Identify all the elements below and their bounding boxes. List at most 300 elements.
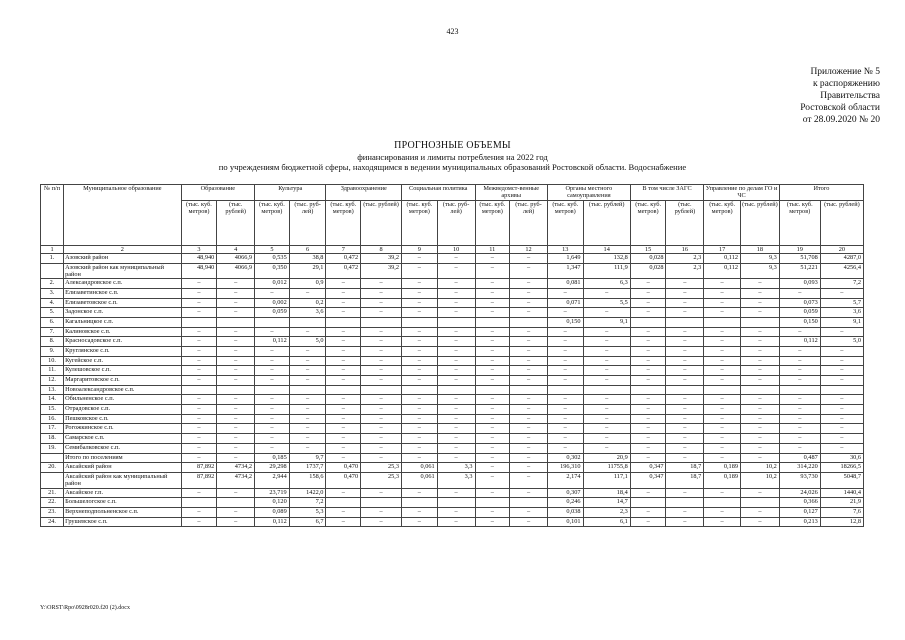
table-row (41, 472, 864, 488)
table-cell: – (437, 453, 475, 463)
table-cell: 0,112 (255, 337, 290, 347)
table-cell: – (475, 424, 510, 434)
table-cell: – (475, 327, 510, 337)
table-cell: – (402, 405, 438, 415)
table-cell: – (583, 405, 630, 415)
table-cell: – (402, 366, 438, 376)
table-cell: – (510, 298, 548, 308)
table-cell: – (437, 346, 475, 356)
table-cell: – (547, 346, 583, 356)
title-main: ПРОГНОЗНЫЕ ОБЪЕМЫ (394, 140, 511, 151)
column-number: 18 (741, 245, 780, 253)
table-cell: 3,3 (437, 472, 475, 488)
table-cell: – (255, 443, 290, 453)
table-cell: – (475, 443, 510, 453)
table-cell: – (510, 279, 548, 289)
header-unit: (тыс. руб-лей) (289, 200, 326, 245)
table-cell: – (289, 434, 326, 444)
table-cell: 9,1 (820, 317, 863, 327)
table-cell: – (630, 405, 666, 415)
table-cell: – (326, 337, 361, 347)
table-cell: – (630, 356, 666, 366)
row-number: 15. (41, 405, 64, 415)
municipality-name: Аксайское г.п. (64, 488, 182, 498)
column-number: 19 (779, 245, 820, 253)
table-row (41, 517, 864, 527)
table-cell: – (402, 346, 438, 356)
table-cell: – (666, 356, 704, 366)
table-cell (255, 385, 290, 395)
table-cell (181, 498, 217, 508)
table-cell: – (820, 414, 863, 424)
table-cell: – (741, 308, 780, 318)
table-cell (583, 385, 630, 395)
table-cell: 7,6 (820, 507, 863, 517)
table-cell (704, 385, 741, 395)
table-cell: 1422,0 (289, 488, 326, 498)
table-cell: – (217, 366, 255, 376)
table-cell: 2,944 (255, 472, 290, 488)
table-cell: – (630, 346, 666, 356)
table-cell: 39,2 (361, 253, 402, 263)
table-cell (181, 385, 217, 395)
table-cell: – (437, 366, 475, 376)
table-cell: – (437, 488, 475, 498)
table-cell: 0,189 (704, 463, 741, 473)
table-cell: 0,127 (779, 507, 820, 517)
table-cell: 0,9 (289, 279, 326, 289)
table-cell (666, 385, 704, 395)
table-cell: – (217, 443, 255, 453)
table-row (41, 453, 864, 463)
table-cell: – (666, 366, 704, 376)
title-line-2: финансирования и лимиты потребления на 2022 год (357, 151, 548, 162)
table-cell: – (181, 395, 217, 405)
table-cell: 9,1 (583, 317, 630, 327)
table-cell: – (820, 424, 863, 434)
table-cell: – (437, 337, 475, 347)
table-cell: 9,7 (289, 453, 326, 463)
table-cell: – (630, 308, 666, 318)
column-number: 10 (437, 245, 475, 253)
row-number: 9. (41, 346, 64, 356)
table-cell: – (437, 298, 475, 308)
table-cell: – (510, 507, 548, 517)
table-cell (666, 498, 704, 508)
table-cell: – (361, 279, 402, 289)
table-cell: – (510, 395, 548, 405)
table-cell: – (666, 424, 704, 434)
table-cell: 0,307 (547, 488, 583, 498)
table-cell: – (741, 356, 780, 366)
table-cell (437, 498, 475, 508)
table-cell: – (181, 443, 217, 453)
table-cell: – (475, 253, 510, 263)
table-cell: – (704, 488, 741, 498)
table-cell: – (326, 288, 361, 298)
table-cell: 5,0 (820, 337, 863, 347)
table-cell: – (475, 288, 510, 298)
municipality-name: Маргаритовское с.п. (64, 376, 182, 386)
table-cell: – (741, 279, 780, 289)
table-cell: 196,310 (547, 463, 583, 473)
table-cell: – (437, 253, 475, 263)
table-cell: – (547, 337, 583, 347)
table-cell: – (510, 356, 548, 366)
table-cell: – (437, 414, 475, 424)
header-unit: (тыс. рублей) (741, 200, 780, 245)
table-cell: – (402, 298, 438, 308)
table-cell: – (820, 443, 863, 453)
table-cell: – (547, 424, 583, 434)
table-cell (402, 385, 438, 395)
table-cell: – (741, 414, 780, 424)
table-cell: – (217, 434, 255, 444)
table-cell: – (402, 395, 438, 405)
table-cell: – (630, 507, 666, 517)
table-cell: 2,3 (583, 507, 630, 517)
table-cell: – (547, 414, 583, 424)
table-cell: – (741, 395, 780, 405)
table-cell: 30,6 (820, 453, 863, 463)
table-cell (217, 385, 255, 395)
table-cell: – (255, 395, 290, 405)
table-cell: – (255, 346, 290, 356)
table-cell: – (437, 376, 475, 386)
appendix-line: Правительства (820, 91, 880, 101)
table-cell (741, 498, 780, 508)
table-cell: – (181, 453, 217, 463)
table-cell: – (475, 376, 510, 386)
table-cell: – (510, 405, 548, 415)
table-cell: – (437, 279, 475, 289)
table-cell: – (255, 376, 290, 386)
table-cell: – (217, 308, 255, 318)
table-cell: – (820, 327, 863, 337)
table-cell: – (510, 488, 548, 498)
table-cell: 93,730 (779, 472, 820, 488)
table-cell: – (630, 366, 666, 376)
table-cell: 0,487 (779, 453, 820, 463)
header-group: Культура (255, 185, 326, 201)
table-cell: – (402, 414, 438, 424)
table-cell: – (820, 434, 863, 444)
table-cell (402, 317, 438, 327)
header-group: Итого (779, 185, 863, 201)
table-cell: – (820, 376, 863, 386)
table-cell: – (181, 507, 217, 517)
table-cell: – (547, 395, 583, 405)
table-cell: 9,3 (741, 253, 780, 263)
column-number: 8 (361, 245, 402, 253)
document-title (0, 141, 905, 173)
header-unit: (тыс. куб. метров) (326, 200, 361, 245)
municipality-name: Обильненское с.п. (64, 395, 182, 405)
header-unit: (тыс. рублей) (361, 200, 402, 245)
table-cell: – (217, 288, 255, 298)
table-cell: – (217, 298, 255, 308)
table-cell: 0,012 (255, 279, 290, 289)
table-row (41, 288, 864, 298)
table-cell (181, 317, 217, 327)
table-cell: – (475, 434, 510, 444)
table-cell: – (361, 337, 402, 347)
table-cell: 20,9 (583, 453, 630, 463)
table-row (41, 405, 864, 415)
row-number: 6. (41, 317, 64, 327)
header-group: Межведомст-венные архивы (475, 185, 547, 201)
header-group: Здравоохранение (326, 185, 402, 201)
table-cell: – (510, 463, 548, 473)
table-cell: – (741, 366, 780, 376)
table-cell: 0,350 (255, 263, 290, 279)
row-number: 11. (41, 366, 64, 376)
column-number: 16 (666, 245, 704, 253)
table-cell: – (181, 337, 217, 347)
table-cell: – (779, 346, 820, 356)
header-unit: (тыс. куб. метров) (255, 200, 290, 245)
column-number: 12 (510, 245, 548, 253)
table-cell: – (820, 405, 863, 415)
column-number: 11 (475, 245, 510, 253)
municipality-name: Аксайский район как муниципальный район (64, 472, 182, 488)
table-row (41, 317, 864, 327)
table-cell: – (704, 356, 741, 366)
table-row (41, 356, 864, 366)
table-cell: 158,6 (289, 472, 326, 488)
table-cell: – (326, 517, 361, 527)
table-cell: – (402, 337, 438, 347)
header-group: Социальная политика (402, 185, 475, 201)
table-cell: – (510, 472, 548, 488)
table-cell: 4066,9 (217, 263, 255, 279)
table-cell: – (437, 443, 475, 453)
table-cell: – (704, 517, 741, 527)
table-cell: 117,1 (583, 472, 630, 488)
table-cell: – (181, 308, 217, 318)
table-cell: – (181, 424, 217, 434)
table-cell: – (361, 308, 402, 318)
table-cell: – (666, 517, 704, 527)
table-cell: – (704, 443, 741, 453)
table-cell: – (704, 424, 741, 434)
row-number (41, 453, 64, 463)
appendix-block (680, 66, 880, 126)
table-cell: – (630, 395, 666, 405)
municipality-name: Елизаветовское с.п. (64, 298, 182, 308)
table-cell (704, 498, 741, 508)
municipality-name: Азовский район (64, 253, 182, 263)
municipality-name: Отрадовское с.п. (64, 405, 182, 415)
table-cell: – (583, 356, 630, 366)
table-cell: – (704, 327, 741, 337)
table-cell: – (402, 507, 438, 517)
table-cell: – (255, 356, 290, 366)
table-row (41, 498, 864, 508)
header-unit: (тыс. куб. метров) (779, 200, 820, 245)
table-cell: – (741, 376, 780, 386)
table-cell: 0,150 (779, 317, 820, 327)
municipality-name: Грушевское с.п. (64, 517, 182, 527)
table-cell: – (583, 424, 630, 434)
table-cell: – (666, 376, 704, 386)
municipality-name: Азовский район как муниципальный район (64, 263, 182, 279)
header-unit: (тыс. куб. метров) (704, 200, 741, 245)
table-cell: – (704, 308, 741, 318)
table-cell: – (510, 376, 548, 386)
table-cell: – (475, 405, 510, 415)
column-number-row (41, 245, 864, 253)
table-cell: 4734,2 (217, 472, 255, 488)
table-cell: – (630, 337, 666, 347)
table-cell: 0,472 (326, 263, 361, 279)
table-cell: 29,1 (289, 263, 326, 279)
table-cell: – (361, 517, 402, 527)
table-cell: – (630, 327, 666, 337)
table-cell: 314,220 (779, 463, 820, 473)
table-cell: – (361, 488, 402, 498)
table-cell (510, 498, 548, 508)
table-row (41, 463, 864, 473)
table-row (41, 395, 864, 405)
table-cell: 0,246 (547, 498, 583, 508)
table-cell: 5,5 (583, 298, 630, 308)
table-cell: – (547, 308, 583, 318)
table-cell: 5,0 (289, 337, 326, 347)
table-cell: – (630, 414, 666, 424)
table-cell: – (437, 507, 475, 517)
municipality-name: Задонское с.п. (64, 308, 182, 318)
table-cell: – (437, 395, 475, 405)
table-cell: – (704, 298, 741, 308)
table-cell (361, 317, 402, 327)
table-cell: – (666, 414, 704, 424)
table-row (41, 424, 864, 434)
table-cell: – (326, 507, 361, 517)
table-cell: – (289, 366, 326, 376)
table-cell: – (583, 327, 630, 337)
table-cell: 0,347 (630, 472, 666, 488)
appendix-line: к распоряжению (812, 79, 880, 89)
municipality-name: Аксайский район (64, 463, 182, 473)
table-cell: – (666, 346, 704, 356)
table-row (41, 279, 864, 289)
column-number: 3 (181, 245, 217, 253)
table-cell: – (326, 414, 361, 424)
table-cell: 0,120 (255, 498, 290, 508)
table-cell: 39,2 (361, 263, 402, 279)
table-cell: – (181, 414, 217, 424)
table-cell: – (255, 288, 290, 298)
table-cell: – (510, 453, 548, 463)
row-number: 20. (41, 463, 64, 473)
table-cell: 0,470 (326, 472, 361, 488)
table-cell: – (704, 507, 741, 517)
table-cell: – (217, 414, 255, 424)
table-cell: – (402, 517, 438, 527)
table-cell: – (583, 288, 630, 298)
table-cell: – (181, 279, 217, 289)
table-cell (741, 317, 780, 327)
appendix-line: от 28.09.2020 № 20 (802, 115, 880, 125)
table-cell: – (217, 337, 255, 347)
table-cell: – (779, 376, 820, 386)
table-cell: – (666, 443, 704, 453)
table-cell: 0,302 (547, 453, 583, 463)
table-cell: – (510, 424, 548, 434)
row-number: 18. (41, 434, 64, 444)
row-number (41, 472, 64, 488)
table-cell: – (704, 395, 741, 405)
table-cell: – (547, 443, 583, 453)
table-cell: – (820, 288, 863, 298)
table-cell: – (510, 308, 548, 318)
table-cell: – (402, 443, 438, 453)
table-cell: 87,892 (181, 463, 217, 473)
row-number: 19. (41, 443, 64, 453)
table-cell: – (402, 263, 438, 279)
table-cell (255, 317, 290, 327)
header-unit: (тыс. куб. метров) (181, 200, 217, 245)
table-cell: – (217, 327, 255, 337)
table-cell: – (741, 434, 780, 444)
header-unit: (тыс. рублей) (820, 200, 863, 245)
table-cell: – (630, 288, 666, 298)
table-cell: – (820, 395, 863, 405)
table-cell: 0,028 (630, 263, 666, 279)
table-cell: – (217, 346, 255, 356)
table-cell: – (510, 288, 548, 298)
table-cell: – (475, 356, 510, 366)
table-cell: – (583, 308, 630, 318)
table-cell: – (181, 327, 217, 337)
table-row (41, 308, 864, 318)
table-cell (475, 498, 510, 508)
table-cell: – (704, 279, 741, 289)
table-cell: – (630, 453, 666, 463)
table-cell: 18,4 (583, 488, 630, 498)
table-cell: – (704, 288, 741, 298)
table-cell: – (326, 443, 361, 453)
header-municipality: Муниципальное образование (64, 185, 182, 246)
table-cell: – (217, 488, 255, 498)
table-cell: – (217, 356, 255, 366)
table-cell: 0,185 (255, 453, 290, 463)
table-cell: – (255, 327, 290, 337)
table-cell: – (475, 507, 510, 517)
row-number: 23. (41, 507, 64, 517)
row-number: 5. (41, 308, 64, 318)
table-cell (475, 317, 510, 327)
table-cell: 25,3 (361, 463, 402, 473)
table-cell: – (547, 366, 583, 376)
table-cell: – (255, 366, 290, 376)
table-cell (326, 498, 361, 508)
table-cell: 48,940 (181, 263, 217, 279)
table-cell: – (547, 405, 583, 415)
table-cell: – (666, 488, 704, 498)
table-cell: – (666, 298, 704, 308)
table-cell: 5,7 (820, 298, 863, 308)
table-cell: – (361, 414, 402, 424)
table-row (41, 346, 864, 356)
table-cell: – (583, 395, 630, 405)
table-cell: – (181, 517, 217, 527)
table-cell: – (475, 298, 510, 308)
table-cell: 21,9 (820, 498, 863, 508)
appendix-line: Приложение № 5 (810, 67, 880, 77)
table-cell: – (437, 517, 475, 527)
